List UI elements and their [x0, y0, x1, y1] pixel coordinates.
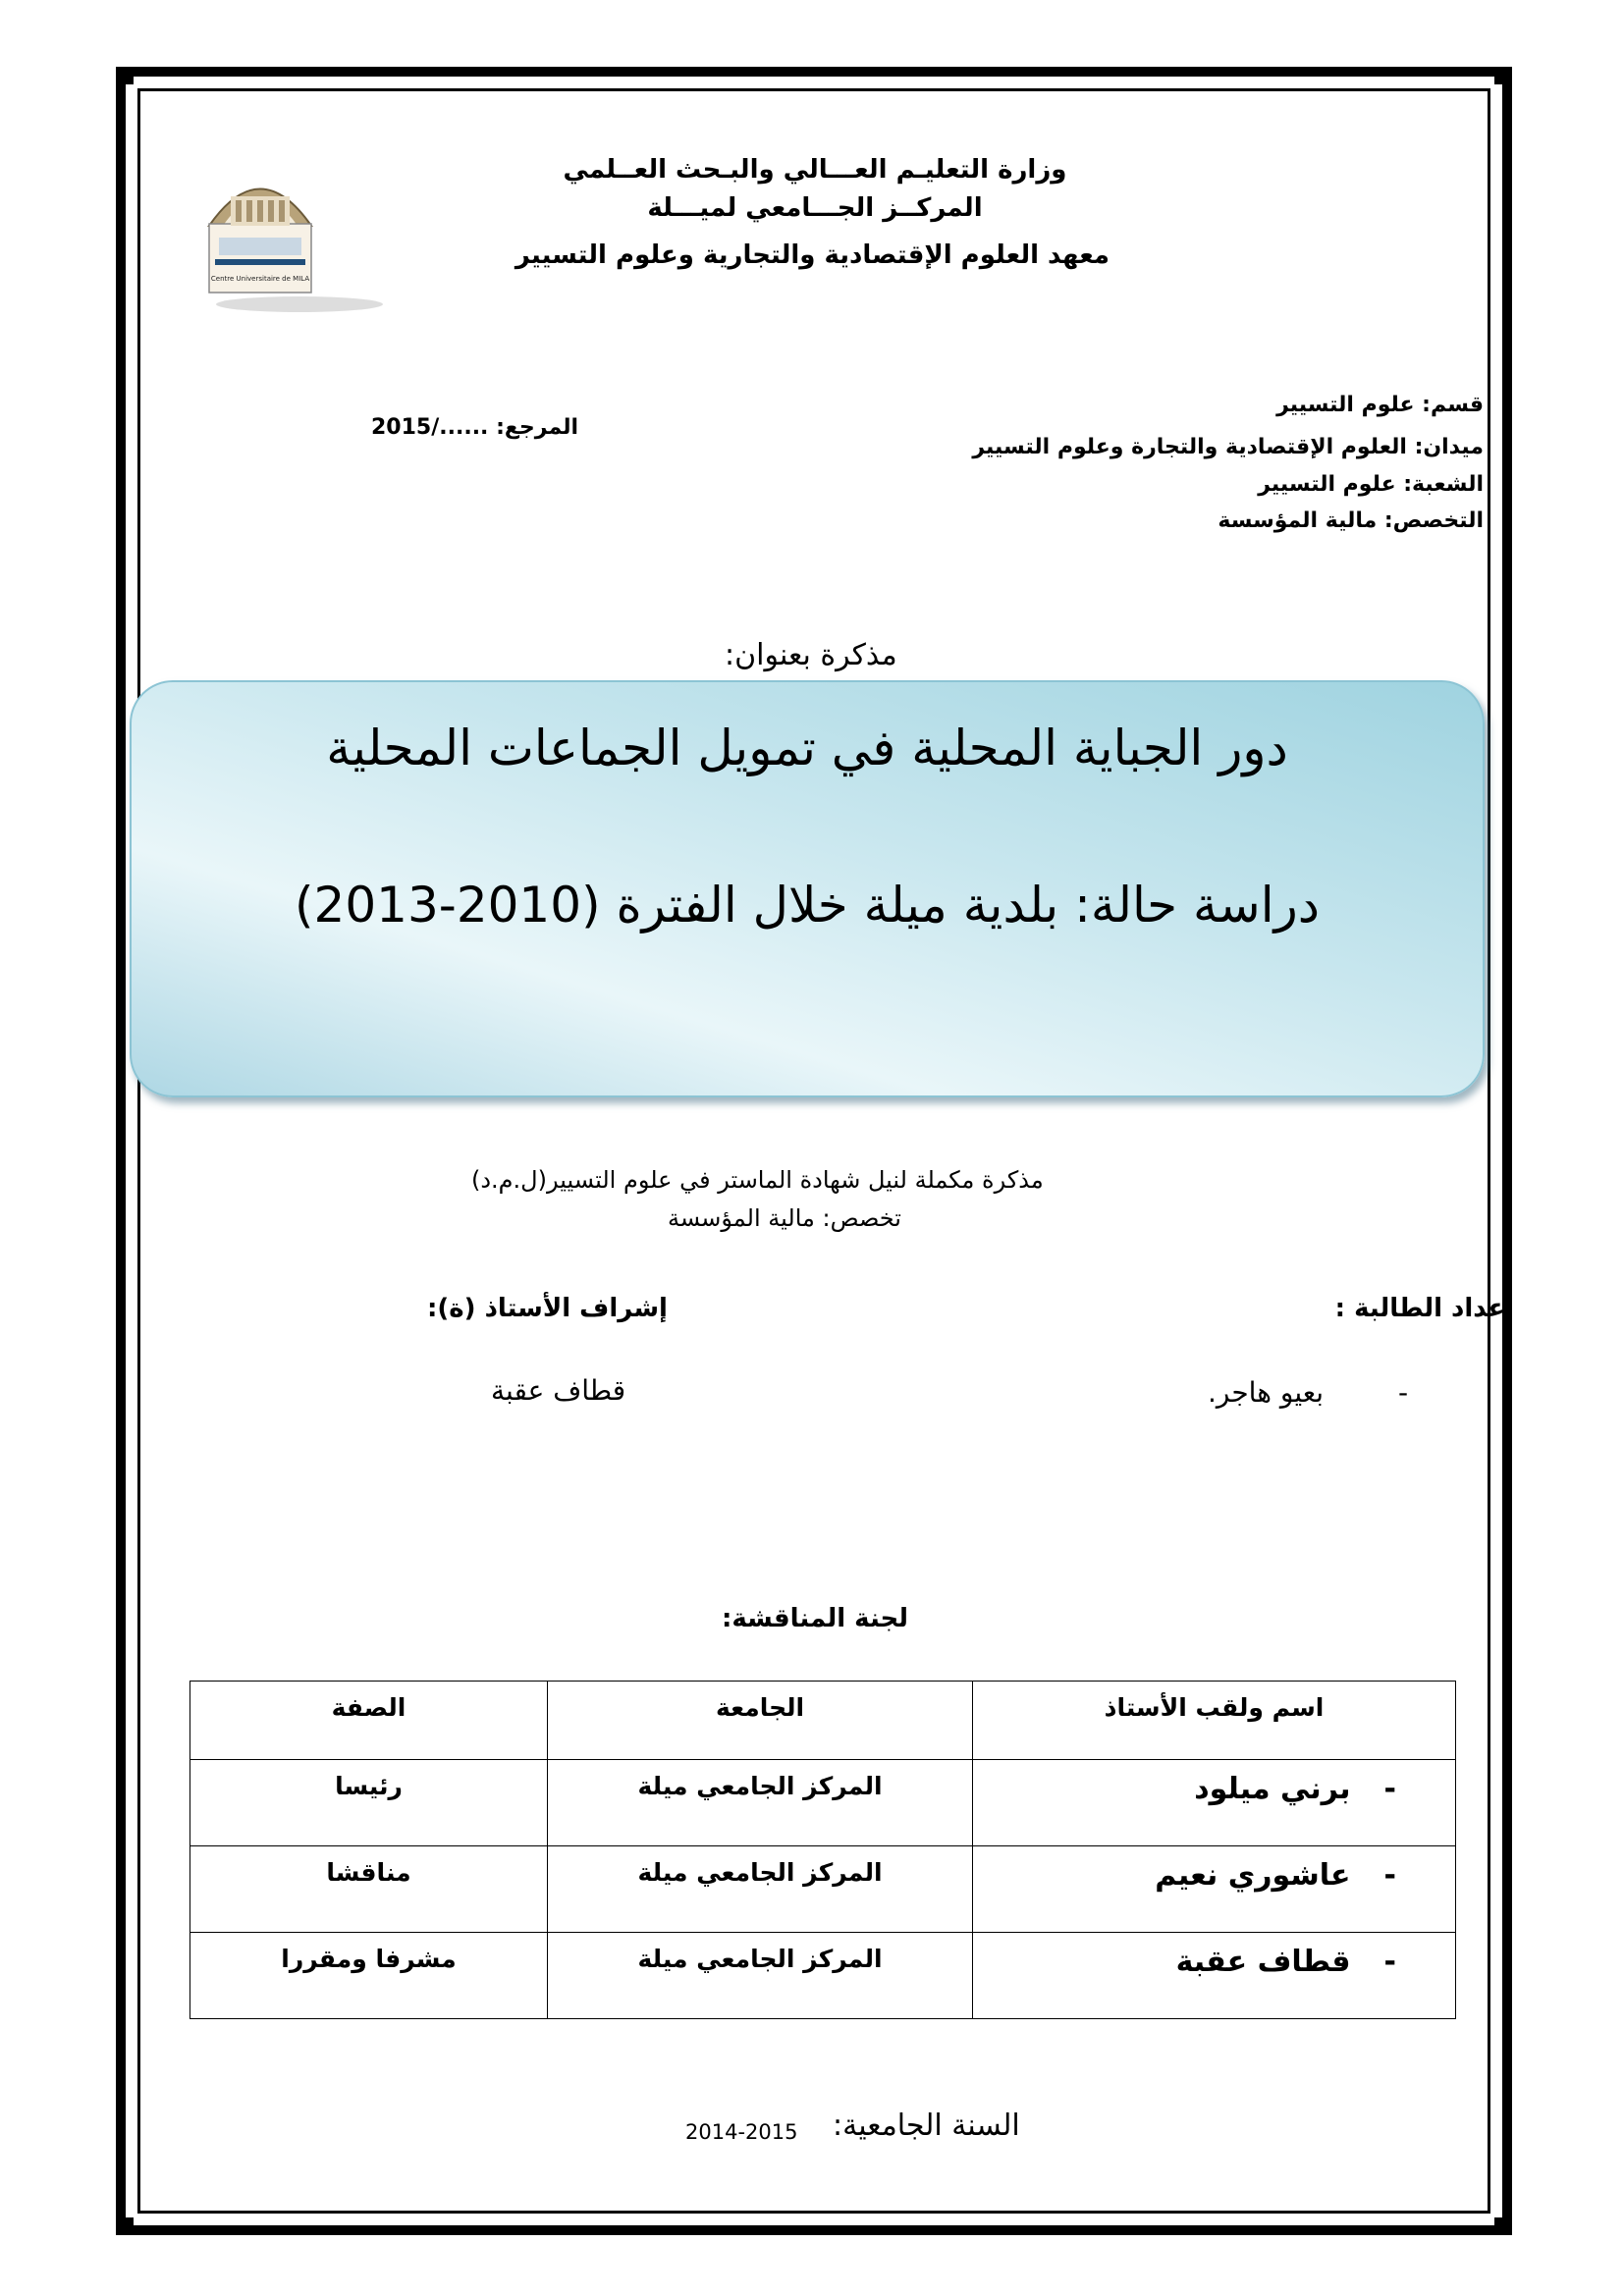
border-corner [116, 67, 134, 84]
bullet-dash: - [1398, 1376, 1409, 1409]
field: ميدان: العلوم الإقتصادية والتجارة وعلوم التسيير [972, 435, 1484, 459]
member-name: عاشوري نعيم [1155, 1858, 1351, 1893]
ministry-name: وزارة التعليـم العـــالي والبـحث العــلمي [563, 155, 1067, 185]
supervision-label: إشراف الأستاذ (ة): [427, 1294, 668, 1323]
committee-table [189, 1681, 1456, 2019]
specialty: التخصص: مالية المؤسسة [1218, 508, 1484, 533]
table-row [190, 1760, 1456, 1846]
column-header: الصفة [190, 1682, 548, 1760]
branch: الشعبة: علوم التسيير [1258, 472, 1484, 497]
supervisor-name: قطاف عقبة [491, 1374, 626, 1407]
prepared-label: إعداد الطالبة : [1334, 1294, 1514, 1323]
member-role: رئيسا [190, 1760, 548, 1846]
reference: المرجع: ....../2015 [371, 415, 578, 440]
thesis-subtitle: دراسة حالة: بلدية ميلة خلال الفترة (2010-2013) [295, 877, 1320, 934]
center-name: المركــز الجـــامعي لميـــلة [647, 193, 983, 223]
member-university: المركز الجامعي ميلة [548, 1760, 973, 1846]
bullet-dash: - [1383, 1945, 1396, 1979]
table-row [190, 1846, 1456, 1933]
memo-label: مذكرة بعنوان: [725, 638, 897, 672]
member-university: المركز الجامعي ميلة [548, 1933, 973, 2019]
member-role: مناقشا [190, 1846, 548, 1933]
bullet-dash: - [1383, 1858, 1396, 1893]
column-header: الجامعة [548, 1682, 973, 1760]
border-corner [1494, 2217, 1512, 2235]
thesis-title: دور الجباية المحلية في تمويل الجماعات المحلية [326, 720, 1288, 776]
academic-year-label: السنة الجامعية: [833, 2109, 1020, 2143]
institute-name: معهد العلوم الإقتصادية والتجارية وعلوم التسيير [514, 240, 1110, 270]
academic-year-value: 2014-2015 [685, 2120, 798, 2144]
member-name: قطاف عقبة [1175, 1945, 1351, 1979]
university-logo [191, 157, 383, 314]
border-corner [116, 2217, 134, 2235]
student-name: بعيو هاجر. [1208, 1376, 1325, 1409]
degree-line: مذكرة مكملة لنيل شهادة الماستر في علوم التسيير(ل.م.د) [471, 1166, 1044, 1194]
bullet-dash: - [1383, 1772, 1396, 1806]
column-header: اسم ولقب الأستاذ [973, 1682, 1456, 1760]
border-corner [1494, 67, 1512, 84]
member-name: برني ميلود [1194, 1772, 1351, 1806]
degree-specialty: تخصص: مالية المؤسسة [668, 1204, 901, 1232]
committee-title: لجنة المناقشة: [722, 1604, 909, 1633]
member-role: مشرفا ومقررا [190, 1933, 548, 2019]
member-university: المركز الجامعي ميلة [548, 1846, 973, 1933]
table-header-row [190, 1682, 1456, 1760]
department: قسم: علوم التسيير [1276, 393, 1484, 417]
table-row [190, 1933, 1456, 2019]
logo-caption: Centre Universitaire de MILA [210, 275, 310, 283]
